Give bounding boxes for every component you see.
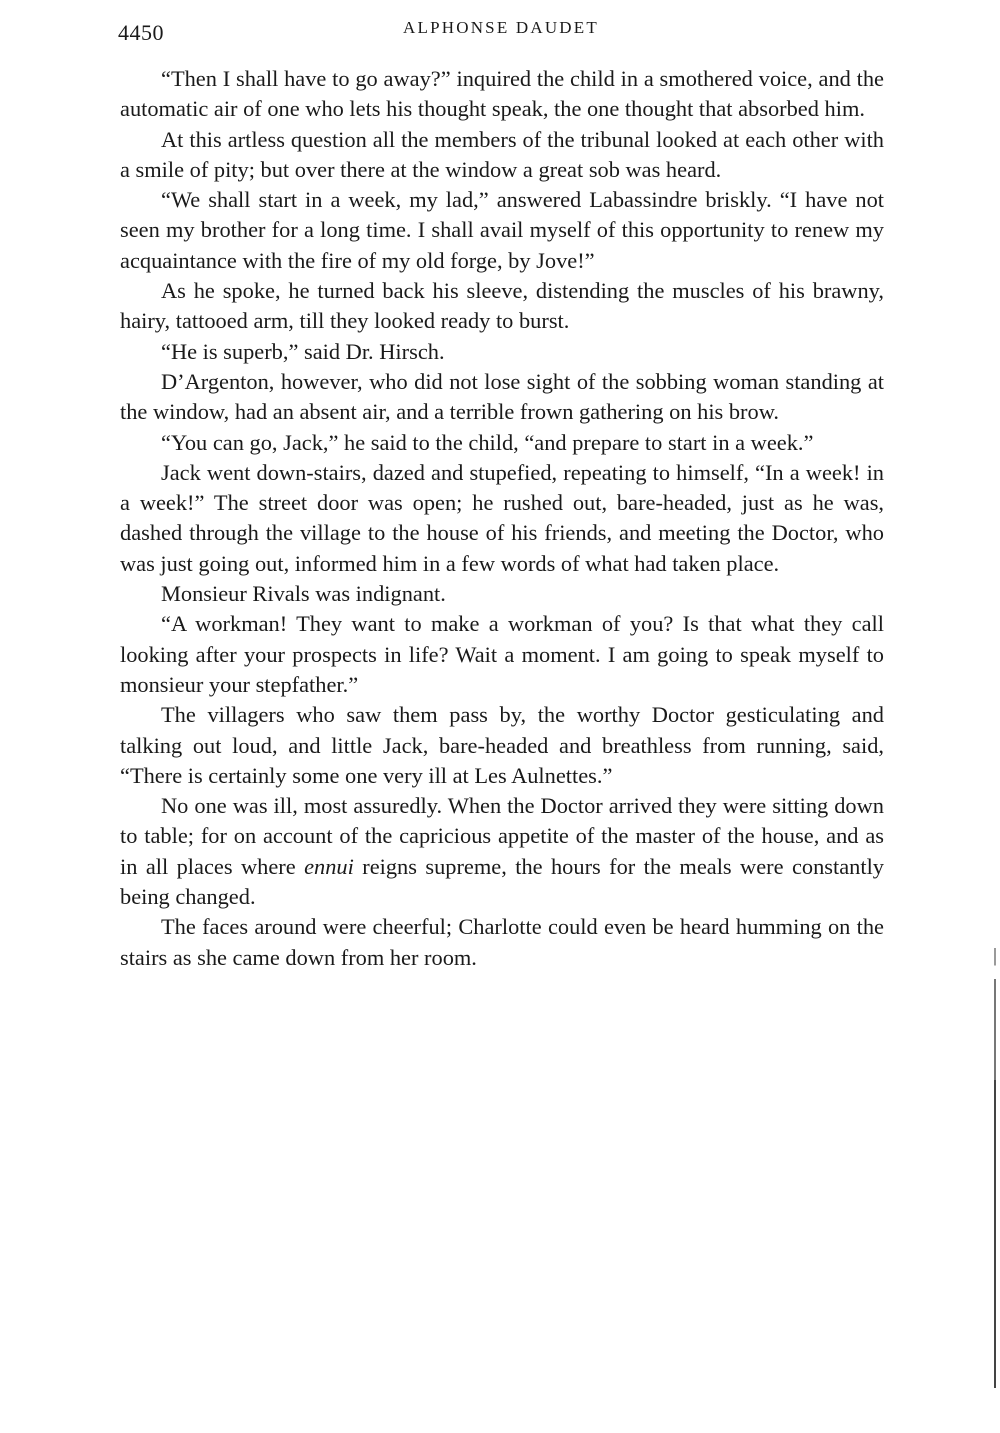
paragraph: Monsieur Rivals was indignant. [161,581,446,607]
paragraph [120,791,884,912]
italic-word: ennui [304,853,354,879]
paragraph: “You can go, Jack,” he said to the child, “and prepare to start in a week.” [161,429,814,455]
paragraph: “We shall start in a week, my lad,” answered Labassindre briskly. “I have not seen my brother for a long time. I shall avail myself of this opportunity to renew my acquaintance with the fire of my old forge, by Jove!” [120,187,884,273]
paragraph: As he spoke, he turned back his sleeve, distending the muscles of his brawny, hairy, tattooed arm, till they looked ready to burst. [120,278,884,334]
paragraph: D’Argenton, however, who did not lose sight of the sobbing woman standing at the window, had an absent air, and a terrible frown gathering on his brow. [120,368,884,425]
scan-edge-line [994,948,996,1388]
paragraph: At this artless question all the members of the tribunal looked at each other with a smile of pity; but over there at the window a great sob was heard. [120,126,884,182]
paragraph-text: reigns supreme, the hours for the meals were constantly being changed. [120,853,885,910]
paragraph: The faces around were cheerful; Charlotte could even be heard humming on the stairs as she came down from her room. [120,914,884,970]
paragraph-text: No one was ill, most assuredly. When the Doctor arrived they were sitting down to table; for on account of the capricious appetite of the master of the house, and as in all places where [120,793,884,879]
paragraph: “He is superb,” said Dr. Hirsch. [161,338,445,364]
paragraph: “Then I shall have to go away?” inquired the child in a smothered voice, and the automatic air of one who lets his thought speak, the one thought that absorbed him. [120,66,884,122]
running-header [118,18,884,48]
paragraph: The villagers who saw them pass by, the worthy Doctor gesticulating and talking out loud, and little Jack, bare-headed and breathless from running, said, “There is certainly some one very ill at Les Aulnettes.” [120,702,884,788]
running-title: ALPHONSE DAUDET [403,18,599,37]
body-text [120,64,884,973]
paragraph: “A workman! They want to make a workman of you? Is that what they call looking after your prospects in life? Wait a moment. I am going to speak myself to monsieur your stepfather.” [120,611,884,697]
page-number: 4450 [118,20,164,45]
paragraph: Jack went down-stairs, dazed and stupefied, repeating to himself, “In a week! in a week!” The street door was open; he rushed out, bare-headed, just as he was, dashed through the village to the house of his friends, and meeting the Doctor, who was just going out, informed him in a few words of what had taken place. [120,459,884,576]
